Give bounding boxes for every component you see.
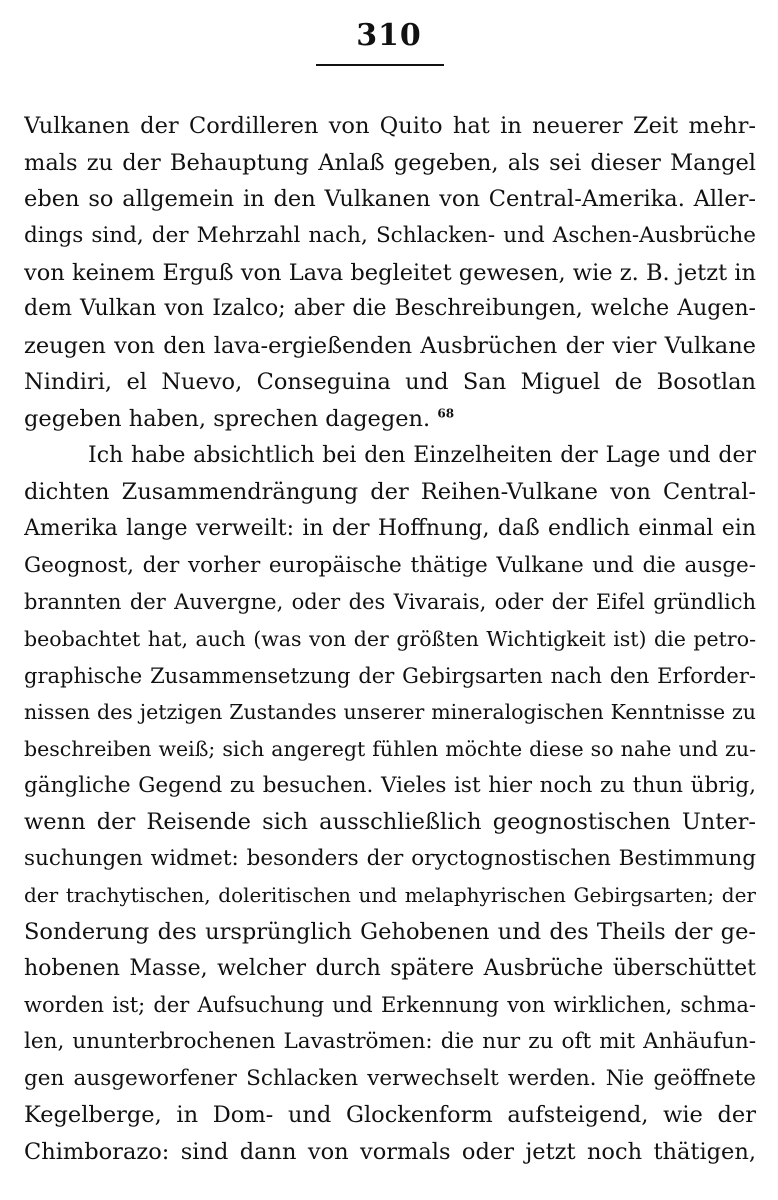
text-line: worden ist; der Aufsuchung und Erkennung von wirklichen, schma- (24, 993, 756, 1018)
text-line: Amerika lange verweilt: in der Hoffnung, daß endlich einmal ein (24, 516, 756, 542)
paragraph (24, 108, 756, 438)
text-line: len, ununterbrochenen Lavaströmen: die nur zu oft mit Anhäufun- (24, 1029, 756, 1055)
text-line: suchungen widmet: besonders der oryctognostischen Bestimmung (24, 845, 756, 871)
text-line: nissen des jetzigen Zustandes unserer mineralogischen Kenntnisse zu (24, 700, 756, 725)
body-text (24, 108, 756, 1171)
text-line: dichten Zusammendrängung der Reihen-Vulkane von Central- (24, 479, 756, 506)
page-number: 310 (356, 18, 422, 53)
text-line: graphische Zusammensetzung der Gebirgsarten nach den Erforder- (24, 663, 756, 688)
text-line: Geognost, der vorher europäische thätige Vulkane und die ausge- (24, 552, 756, 578)
paragraph (24, 438, 756, 1171)
text-line-last (24, 401, 756, 438)
text-line: von keinem Erguß von Lava begleitet gewesen, wie z. B. jetzt in (24, 259, 756, 286)
text-line: Vulkanen der Cordilleren von Quito hat in neuerer Zeit mehr- (24, 113, 756, 139)
text-line: der trachytischen, doleritischen und melaphyrischen Gebirgsarten; der (24, 883, 756, 908)
text-line: Nindiri, el Nuevo, Conseguina und San Miguel de Bosotlan (24, 369, 756, 396)
text-line: beobachtet hat, auch (was von der größten Wichtigkeit ist) die petro- (24, 626, 756, 651)
text-line: gängliche Gegend zu besuchen. Vieles ist hier noch zu thun übrig, (24, 772, 756, 798)
footnote-reference[interactable]: 68 (437, 406, 455, 421)
text-line: Chimborazo: sind dann von vormals oder jetzt noch thätigen, (24, 1138, 756, 1165)
text-line: Kegelberge, in Dom- und Glockenform aufsteigend, wie der (24, 1102, 756, 1129)
text-line: zeugen von den lava-ergießenden Ausbrüchen der vier Vulkane (24, 332, 756, 359)
text-line: gen ausgeworfener Schlacken verwechselt werden. Nie geöffnete (24, 1065, 756, 1091)
text-line: Sonderung des ursprünglich Gehobenen und des Theils der ge- (24, 919, 756, 946)
text-line: eben so allgemein in den Vulkanen von Central-Amerika. Aller- (24, 186, 756, 213)
header-rule (316, 64, 444, 66)
text-line: dings sind, der Mehrzahl nach, Schlacken- und Aschen-Ausbrüche (24, 222, 756, 248)
text-line: hobenen Masse, welcher durch spätere Ausbrüche überschüttet (24, 955, 756, 981)
text-line: brannten der Auvergne, oder des Vivarais, oder der Eifel gründlich (24, 590, 756, 615)
text-line: beschreiben weiß; sich angeregt fühlen möchte diese so nahe und zu- (24, 736, 756, 761)
text-line: mals zu der Behauptung Anlaß gegeben, als sei dieser Mangel (24, 149, 756, 176)
text-line-indented: Ich habe absichtlich bei den Einzelheiten der Lage und der (88, 442, 756, 468)
text-line-content: gegeben haben, sprechen dagegen. (24, 406, 431, 433)
text-line: wenn der Reisende sich ausschließlich geognostischen Unter- (24, 809, 756, 836)
text-line: dem Vulkan von Izalco; aber die Beschreibungen, welche Augen- (24, 296, 756, 322)
